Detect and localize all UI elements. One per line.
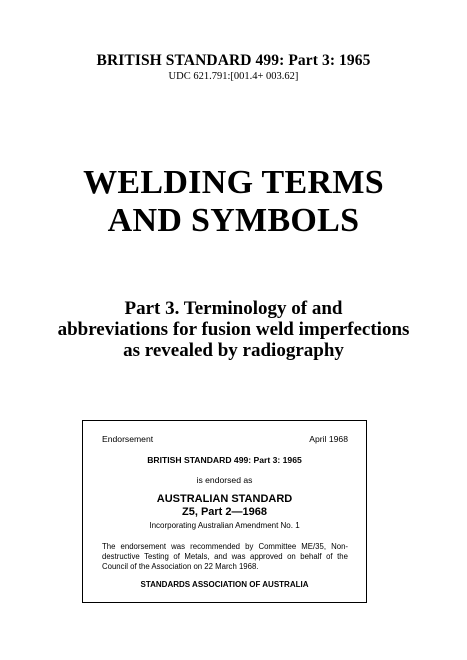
australian-standard [83, 493, 366, 519]
udc-code: UDC 621.791:[001.4+ 003.62] [168, 71, 299, 82]
document-title [0, 164, 467, 240]
part-line-3: as revealed by radiography [123, 340, 344, 361]
title-line-1: WELDING TERMS [83, 164, 384, 201]
part-line-2: abbreviations for fusion weld imperfections [57, 319, 410, 340]
endorsed-as-text: is endorsed as [196, 475, 253, 485]
australian-standard-line-2: Z5, Part 2—1968 [182, 506, 267, 518]
part-subtitle [0, 298, 467, 361]
part-line-1: Part 3. Terminology of and [124, 298, 343, 319]
endorsement-paragraph: The endorsement was recommended by Committee ME/35, Non-destructive Testing of Metals, and was approved on behalf of the Council of the Association on 22 March 1968. [102, 542, 348, 571]
endorsed-standard: BRITISH STANDARD 499: Part 3: 1965 [147, 455, 302, 465]
endorsement-date: April 1968 [309, 434, 348, 444]
amendment-note: Incorporating Australian Amendment No. 1 [149, 521, 300, 530]
title-line-2: AND SYMBOLS [107, 202, 360, 239]
standard-number: BRITISH STANDARD 499: Part 3: 1965 [96, 52, 371, 69]
australian-standard-line-1: AUSTRALIAN STANDARD [156, 493, 293, 505]
endorsement-box [82, 420, 367, 603]
association-name: STANDARDS ASSOCIATION OF AUSTRALIA [140, 580, 309, 589]
endorsement-label: Endorsement [102, 434, 154, 444]
